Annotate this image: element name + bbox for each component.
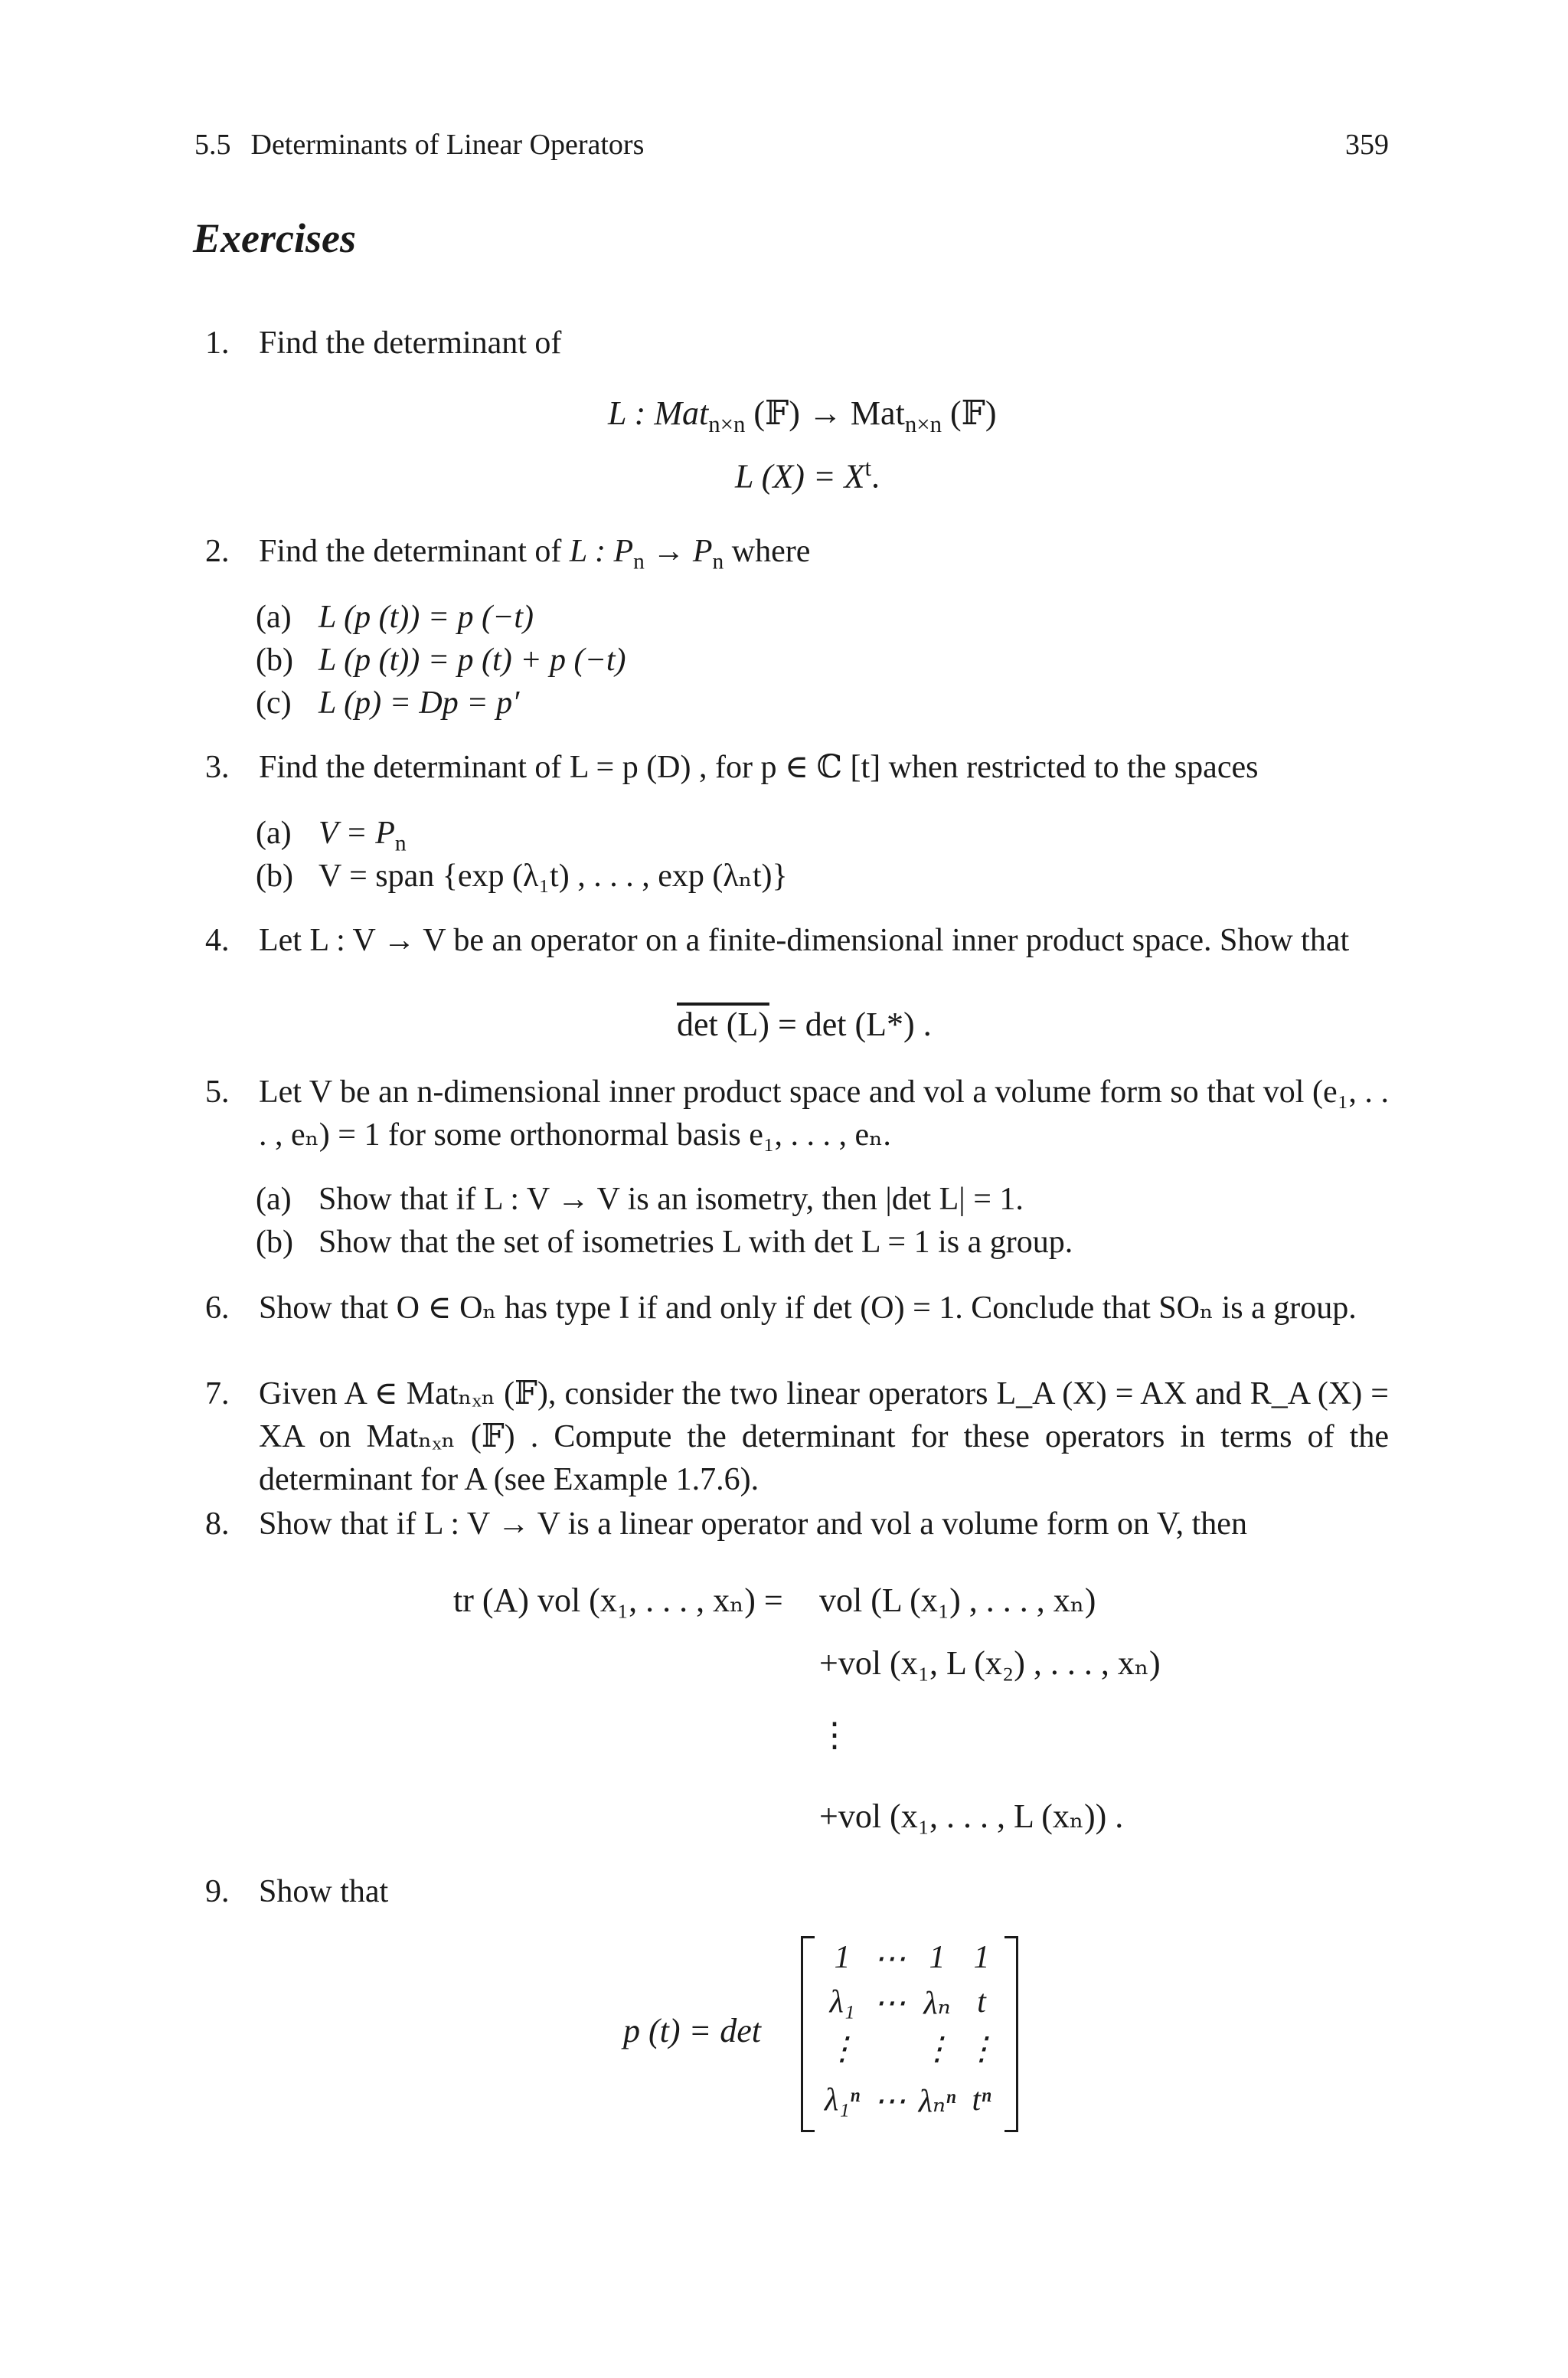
exercise-number: 6. xyxy=(205,1290,230,1326)
exercise-number: 1. xyxy=(205,325,230,361)
exercise-6 xyxy=(205,1287,1357,1330)
subitem-label: (b) xyxy=(256,859,293,894)
matrix-cell: 1 xyxy=(929,1940,946,1975)
matrix-cell: 1 xyxy=(834,1940,851,1975)
eq-subscript: n×n xyxy=(904,411,942,437)
eq-part: = det (L*) . xyxy=(769,1006,932,1043)
eq-part: L : Mat xyxy=(608,394,709,432)
trace-equation-vdots: ⋮ xyxy=(818,1716,851,1754)
eq-part: L (X) = X xyxy=(735,457,865,496)
exercise-number: 7. xyxy=(205,1376,230,1411)
subitem-2c xyxy=(256,682,519,725)
subitem-text: Show that the set of isometries L with det L = 1 is a group. xyxy=(318,1225,1073,1260)
text-part: → P xyxy=(644,534,713,569)
subitem-5b xyxy=(256,1221,1073,1264)
exercise-8 xyxy=(205,1503,1247,1546)
eq-part: p (t) = det xyxy=(623,2012,761,2049)
subitem-label: (a) xyxy=(256,600,292,635)
equation-adjoint xyxy=(677,1005,932,1044)
matrix-cell: ⋮ xyxy=(826,2032,858,2067)
matrix-cell: λ₁ xyxy=(829,1984,855,2020)
matrix-cell: ⋯ xyxy=(874,1941,906,1977)
exercise-text: Let L : V → V be an operator on a finite-dimensional inner product space. Show that xyxy=(259,923,1350,958)
exercise-text: Show that O ∈ Oₙ has type I if and only if det (O) = 1. Conclude that SOₙ is a group. xyxy=(259,1290,1357,1326)
exercise-2 xyxy=(205,530,811,574)
exercise-text: Show that xyxy=(259,1874,389,1909)
subitem-label: (b) xyxy=(256,1225,293,1260)
exercise-number: 3. xyxy=(205,750,230,785)
exercise-number: 4. xyxy=(205,923,230,958)
matrix-cell: t xyxy=(977,1984,986,2020)
vandermonde-lhs xyxy=(623,2011,761,2050)
exercise-text: Given A ∈ Matₙₓₙ (𝔽), consider the two linear operators L_A (X) = AX and R_A (X) = XA on Matₙₓₙ (𝔽) . Compute the determinant for these operators in terms of the determinant for A (see Example 1.7.6). xyxy=(259,1376,1389,1497)
exercise-4 xyxy=(205,919,1350,962)
subitem-text: L (p) = Dp = p′ xyxy=(318,685,520,721)
vandermonde-matrix xyxy=(801,1936,1018,2132)
exercise-9 xyxy=(205,1870,389,1913)
exercise-text: Let V be an n-dimensional inner product space and vol a volume form so that vol (e₁, . . . , eₙ) = 1 for some orthonormal basis e₁, . . . , eₙ. xyxy=(259,1075,1389,1153)
matrix-cell: ⋮ xyxy=(921,2032,953,2067)
text-subscript: n xyxy=(633,549,645,574)
exercise-number: 2. xyxy=(205,534,230,569)
eq-subscript: n×n xyxy=(708,411,746,437)
eq-part: (𝔽) xyxy=(941,394,997,432)
exercise-text: Show that if L : V → V is a linear operator and vol a volume form on V, then xyxy=(259,1506,1247,1542)
matrix-cell: tⁿ xyxy=(972,2082,991,2118)
trace-equation-rhs-last: +vol (x₁, . . . , L (xₙ)) . xyxy=(819,1797,1124,1835)
equation-operator xyxy=(608,394,997,438)
matrix-cell: λ₁ⁿ xyxy=(824,2082,861,2118)
page-number: 359 xyxy=(1345,129,1389,161)
text-subscript: n xyxy=(712,549,724,574)
subitem-text: V = span {exp (λ₁t) , . . . , exp (λₙt)} xyxy=(318,859,788,894)
matrix-cell: λₙ xyxy=(923,1986,951,2021)
eq-superscript: t xyxy=(864,455,871,481)
subitem-3b xyxy=(256,855,788,898)
exercise-number: 9. xyxy=(205,1874,230,1909)
exercise-7 xyxy=(205,1372,1389,1497)
subitem-text: V = P xyxy=(318,816,395,851)
equation-transpose xyxy=(735,455,880,496)
exercises-title: Exercises xyxy=(193,215,356,261)
subitem-label: (a) xyxy=(256,816,292,851)
trace-equation-lhs: tr (A) vol (x₁, . . . , xₙ) = xyxy=(453,1582,783,1619)
exercise-number: 5. xyxy=(205,1075,230,1110)
subitem-5a xyxy=(256,1178,1024,1221)
matrix-cell: λₙⁿ xyxy=(918,2084,956,2119)
text-part: where xyxy=(724,534,811,569)
subitem-2b xyxy=(256,639,626,682)
subitem-label: (b) xyxy=(256,643,293,678)
matrix-cell: 1 xyxy=(973,1940,990,1975)
trace-equation-rhs-2: +vol (x₁, L (x₂) , . . . , xₙ) xyxy=(819,1644,1161,1682)
matrix-cell: ⋯ xyxy=(874,2084,906,2119)
eq-part: (𝔽) → Mat xyxy=(745,394,905,432)
matrix-cell: ⋯ xyxy=(874,1986,906,2021)
exercise-5 xyxy=(205,1071,1389,1153)
subitem-2a xyxy=(256,596,534,639)
exercise-1 xyxy=(205,322,562,365)
trace-equation-rhs-1: vol (L (x₁) , . . . , xₙ) xyxy=(819,1582,1096,1619)
exercise-3 xyxy=(205,746,1259,789)
subitem-text: Show that if L : V → V is an isometry, then |det L| = 1. xyxy=(318,1182,1024,1217)
exercise-text xyxy=(259,530,810,583)
eq-part: . xyxy=(871,457,880,496)
exercise-text: Find the determinant of xyxy=(259,325,562,361)
text-part: L : P xyxy=(569,534,634,569)
exercise-number: 8. xyxy=(205,1506,230,1542)
subitem-label: (c) xyxy=(256,685,292,721)
subitem-text: L (p (t)) = p (t) + p (−t) xyxy=(318,643,626,678)
text-part: Find the determinant of xyxy=(259,534,570,569)
section-title: Determinants of Linear Operators xyxy=(250,129,645,161)
section-heading xyxy=(194,128,644,162)
subitem-text: L (p (t)) = p (−t) xyxy=(318,600,534,635)
matrix-cell: ⋮ xyxy=(965,2032,998,2067)
running-header xyxy=(194,126,1389,164)
section-number: 5.5 xyxy=(194,129,231,161)
eq-conjugate: det (L) xyxy=(677,1006,769,1043)
subitem-label: (a) xyxy=(256,1182,292,1217)
exercise-text: Find the determinant of L = p (D) , for p ∈ ℂ [t] when restricted to the spaces xyxy=(259,750,1259,785)
subitem-subscript: n xyxy=(394,831,407,856)
